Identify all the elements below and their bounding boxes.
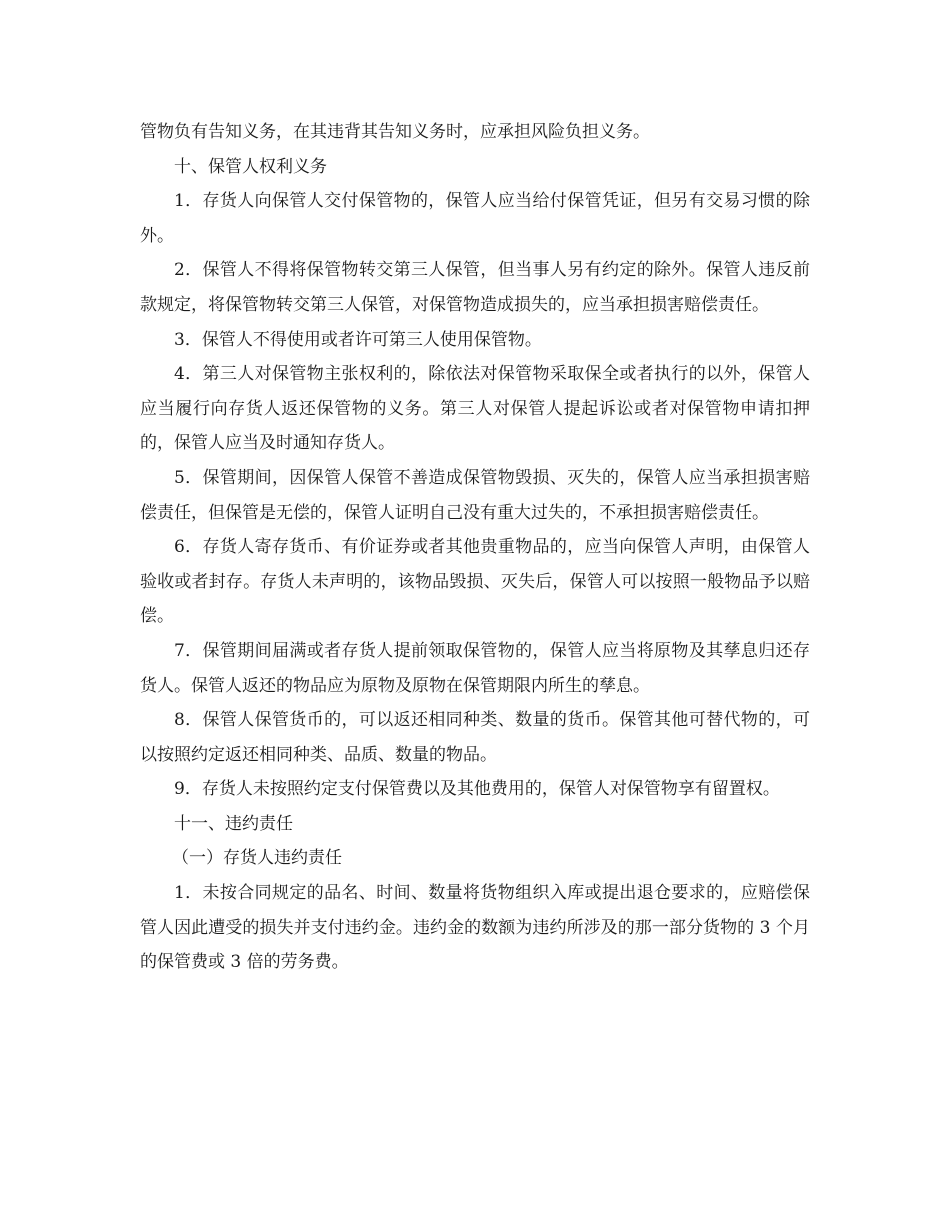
document-body [140,115,810,980]
paragraph: 2．保管人不得将保管物转交第三人保管，但当事人另有约定的除外。保管人违反前款规定，将保管物转交第三人保管，对保管物造成损失的，应当承担损害赔偿责任。 [140,260,810,315]
paragraph: 1．存货人向保管人交付保管物的，保管人应当给付保管凭证，但另有交易习惯的除外。 [140,191,810,246]
paragraph: 7．保管期间届满或者存货人提前领取保管物的，保管人应当将原物及其孳息归还存货人。保管人返还的物品应为原物及原物在保管期限内所生的孳息。 [140,640,810,696]
section-heading: 十、保管人权利义务 [174,156,327,177]
paragraph: 管物负有告知义务，在其违背其告知义务时，应承担风险负担义务。 [140,122,650,142]
subsection-heading: （一）存货人违约责任 [172,848,342,869]
paragraph: 8．保管人保管货币的，可以返还相同种类、数量的货币。保管其他可替代物的，可以按照约定返还相同种类、品质、数量的物品。 [140,710,810,765]
paragraph: 3．保管人不得使用或者许可第三人使用保管物。 [174,329,542,350]
paragraph: 4．第三人对保管物主张权利的，除依法对保管物采取保全或者执行的以外，保管人应当履行向存货人返还保管物的义务。第三人对保管人提起诉讼或者对保管物申请扣押的，保管人应当及时通知存货人。 [140,364,810,454]
section-heading: 十一、违约责任 [174,813,293,834]
paragraph: 9．存货人未按照约定支付保管费以及其他费用的，保管人对保管物享有留置权。 [174,779,780,800]
paragraph: 1．未按合同规定的品名、时间、数量将货物组织入库或提出退仓要求的，应赔偿保管人因此遭受的损失并支付违约金。违约金的数额为违约所涉及的那一部分货物的 3 个月的保管费或 3 倍的劳务费。 [140,883,810,973]
paragraph: 5．保管期间，因保管人保管不善造成保管物毁损、灭失的，保管人应当承担损害赔偿责任，但保管是无偿的，保管人证明自己没有重大过失的，不承担损害赔偿责任。 [140,467,810,523]
paragraph: 6．存货人寄存货币、有价证券或者其他贵重物品的，应当向保管人声明，由保管人验收或者封存。存货人未声明的，该物品毁损、灭失后，保管人可以按照一般物品予以赔偿。 [140,537,810,627]
